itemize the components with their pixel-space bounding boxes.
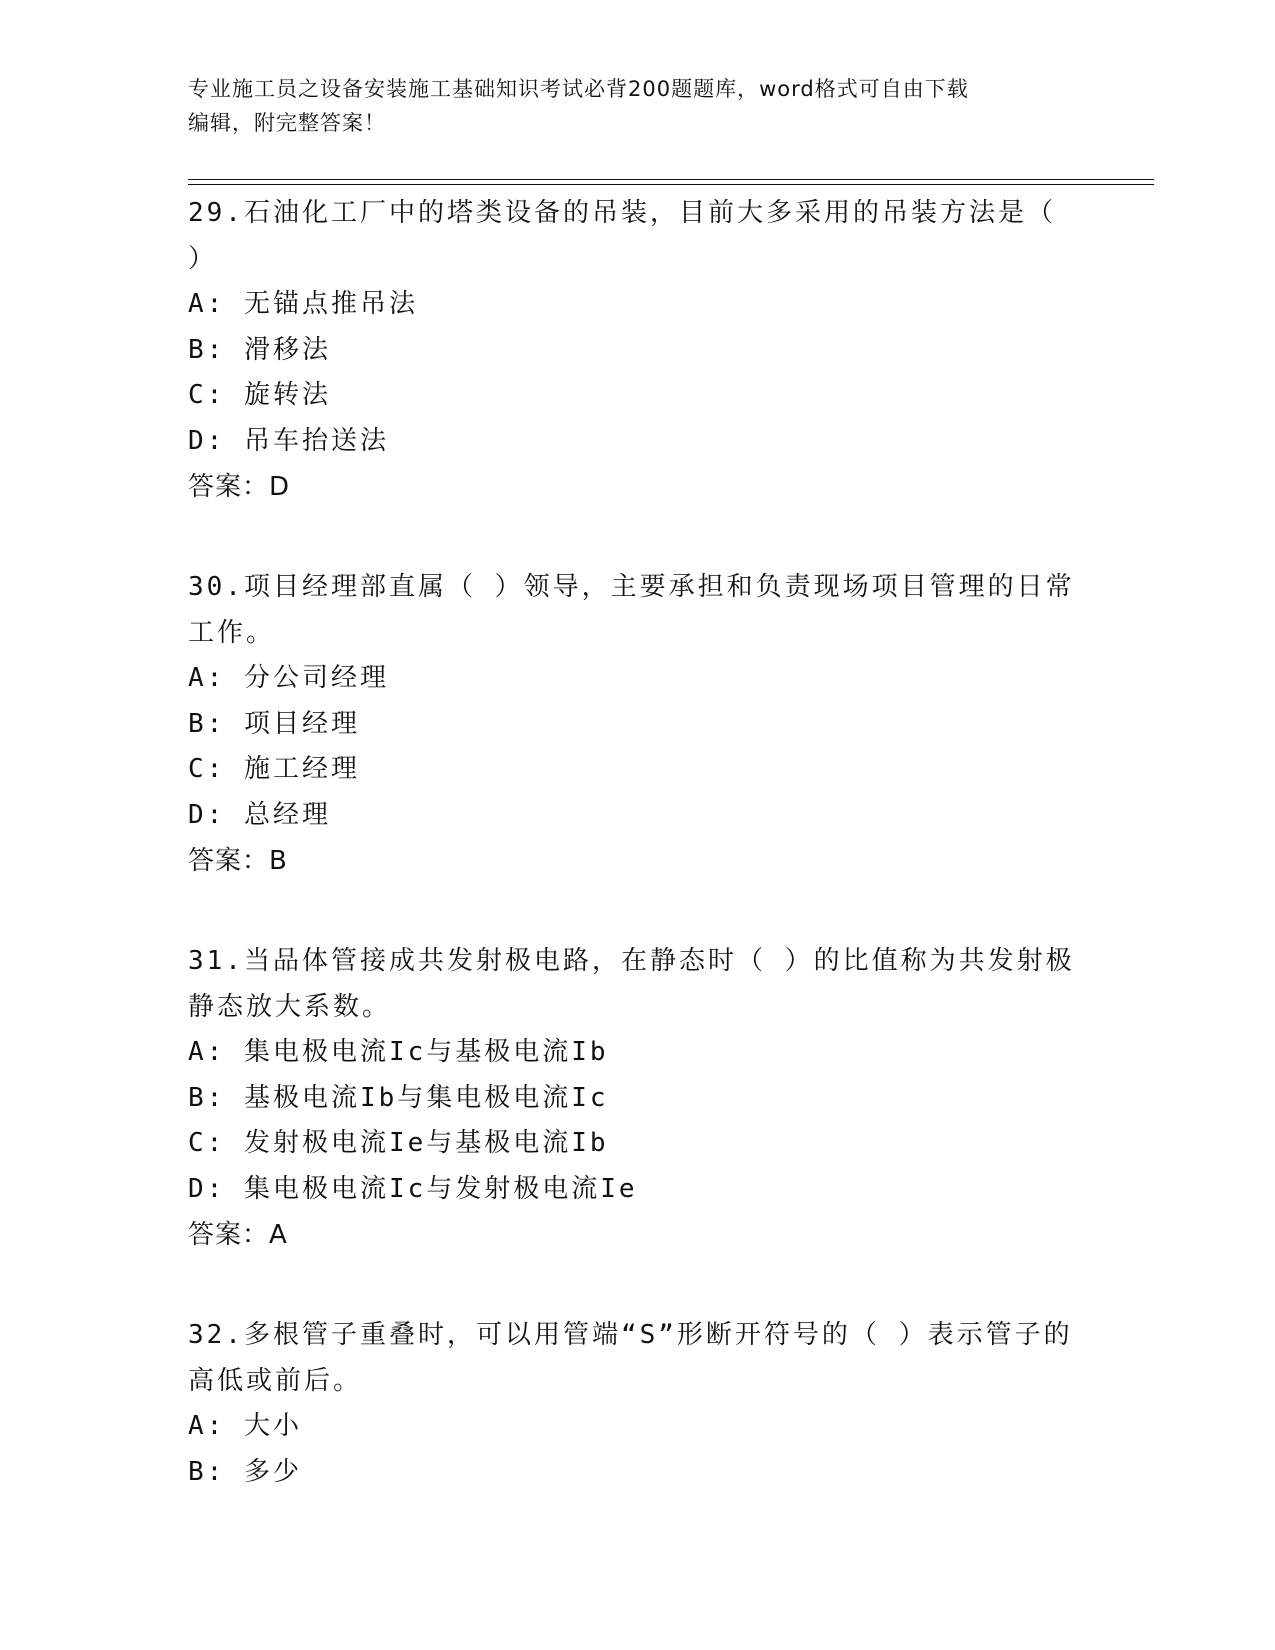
option-b: B: 滑移法 xyxy=(188,334,331,365)
question-stem-continued: 高低或前后。 xyxy=(188,1366,363,1396)
question-stem: 30.项目经理部直属（ ）领导，主要承担和负责现场项目管理的日常 xyxy=(188,572,1075,602)
option-b: B: 基极电流Ib与集电极电流Ic xyxy=(188,1082,609,1113)
header-divider-top xyxy=(188,179,1154,180)
option-c: C: 发射极电流Ie与基极电流Ib xyxy=(188,1128,609,1158)
document-header xyxy=(188,72,1088,140)
header-divider-bottom xyxy=(188,184,1154,185)
answer: 答案：B xyxy=(188,846,288,876)
question-stem-continued: 工作。 xyxy=(188,618,276,648)
question-32 xyxy=(188,1312,1088,1495)
header-title-line-1: 专业施工员之设备安装施工基础知识考试必背200题题库，word格式可自由下载 xyxy=(188,77,969,101)
question-stem: 29.石油化工厂中的塔类设备的吊装，目前大多采用的吊装方法是（ xyxy=(188,198,1056,228)
question-31 xyxy=(188,938,1088,1258)
question-stem-continued: ） xyxy=(188,244,218,274)
option-d: D: 总经理 xyxy=(188,799,331,830)
option-c: C: 施工经理 xyxy=(188,754,360,784)
option-a: A: 集电极电流Ic与基极电流Ib xyxy=(188,1037,609,1067)
question-list xyxy=(188,190,1088,1495)
question-29 xyxy=(188,190,1088,510)
option-d: D: 集电极电流Ic与发射极电流Ie xyxy=(188,1173,638,1204)
option-b: B: 项目经理 xyxy=(188,708,360,739)
answer: 答案：A xyxy=(188,1220,288,1250)
question-stem: 32.多根管子重叠时，可以用管端“S”形断开符号的（ ）表示管子的 xyxy=(188,1320,1073,1350)
answer: 答案：D xyxy=(188,472,291,502)
option-a: A: 大小 xyxy=(188,1411,302,1441)
option-c: C: 旋转法 xyxy=(188,380,331,410)
header-title-line-2: 编辑，附完整答案！ xyxy=(188,111,386,135)
option-a: A: 无锚点推吊法 xyxy=(188,289,418,319)
question-stem: 31.当品体管接成共发射极电路，在静态时（ ）的比值称为共发射极 xyxy=(188,946,1075,976)
option-a: A: 分公司经理 xyxy=(188,663,389,693)
question-30 xyxy=(188,564,1088,884)
option-b: B: 多少 xyxy=(188,1456,302,1487)
option-d: D: 吊车抬送法 xyxy=(188,425,389,456)
question-stem-continued: 静态放大系数。 xyxy=(188,992,392,1022)
